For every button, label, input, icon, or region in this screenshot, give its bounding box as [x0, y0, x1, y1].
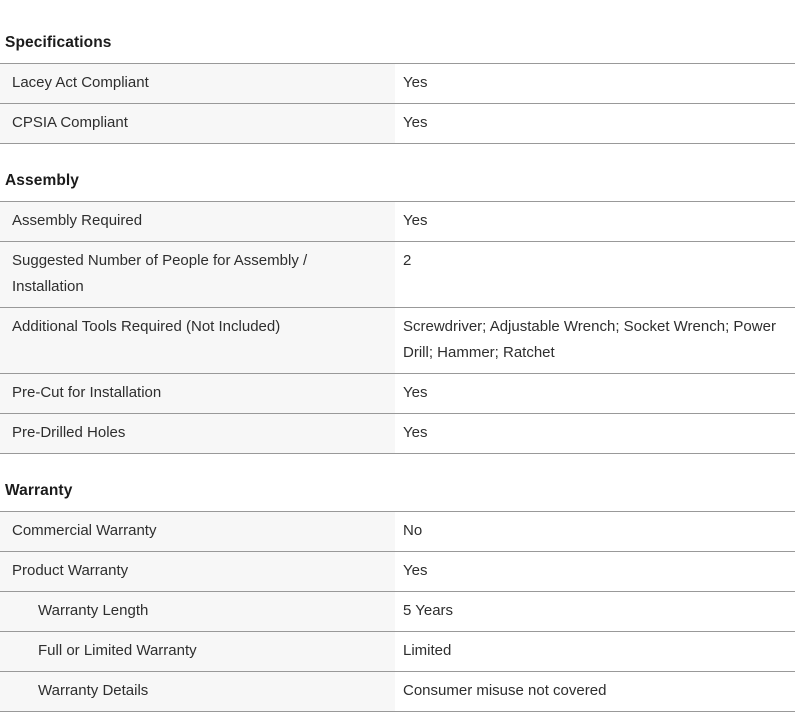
table-row [0, 414, 795, 454]
section-title: Warranty [5, 482, 73, 499]
row-value: Yes [395, 374, 795, 413]
row-label: Assembly Required [0, 202, 395, 241]
spec-section [0, 172, 795, 454]
table-row [0, 672, 795, 712]
row-value: Yes [395, 104, 795, 143]
row-label: Full or Limited Warranty [0, 632, 395, 671]
row-label: Pre-Cut for Installation [0, 374, 395, 413]
table-row [0, 512, 795, 552]
row-value: 5 Years [395, 592, 795, 631]
row-value: Yes [395, 552, 795, 591]
row-label: Product Warranty [0, 552, 395, 591]
row-label: Lacey Act Compliant [0, 64, 395, 103]
row-value: No [395, 512, 795, 551]
row-value: Screwdriver; Adjustable Wrench; Socket Wrench; Power Drill; Hammer; Ratchet [395, 308, 795, 373]
row-label: Warranty Length [0, 592, 395, 631]
spec-table [0, 201, 795, 454]
row-value: Yes [395, 202, 795, 241]
table-row [0, 374, 795, 414]
row-label: CPSIA Compliant [0, 104, 395, 143]
spec-section [0, 482, 795, 712]
table-row [0, 308, 795, 374]
row-label: Suggested Number of People for Assembly / Installation [0, 242, 395, 307]
row-label: Additional Tools Required (Not Included) [0, 308, 395, 373]
row-value: Consumer misuse not covered [395, 672, 795, 711]
section-title: Assembly [5, 172, 80, 189]
spec-table [0, 511, 795, 712]
row-value: Yes [395, 414, 795, 453]
row-label: Commercial Warranty [0, 512, 395, 551]
row-value: Yes [395, 64, 795, 103]
row-value: Limited [395, 632, 795, 671]
row-label: Warranty Details [0, 672, 395, 711]
section-title: Specifications [5, 34, 112, 51]
spec-table [0, 63, 795, 144]
row-value: 2 [395, 242, 795, 307]
spec-section [0, 34, 795, 144]
table-row [0, 64, 795, 104]
table-row [0, 242, 795, 308]
table-row [0, 202, 795, 242]
table-row [0, 104, 795, 144]
table-row [0, 552, 795, 592]
table-row [0, 632, 795, 672]
table-row [0, 592, 795, 632]
row-label: Pre-Drilled Holes [0, 414, 395, 453]
